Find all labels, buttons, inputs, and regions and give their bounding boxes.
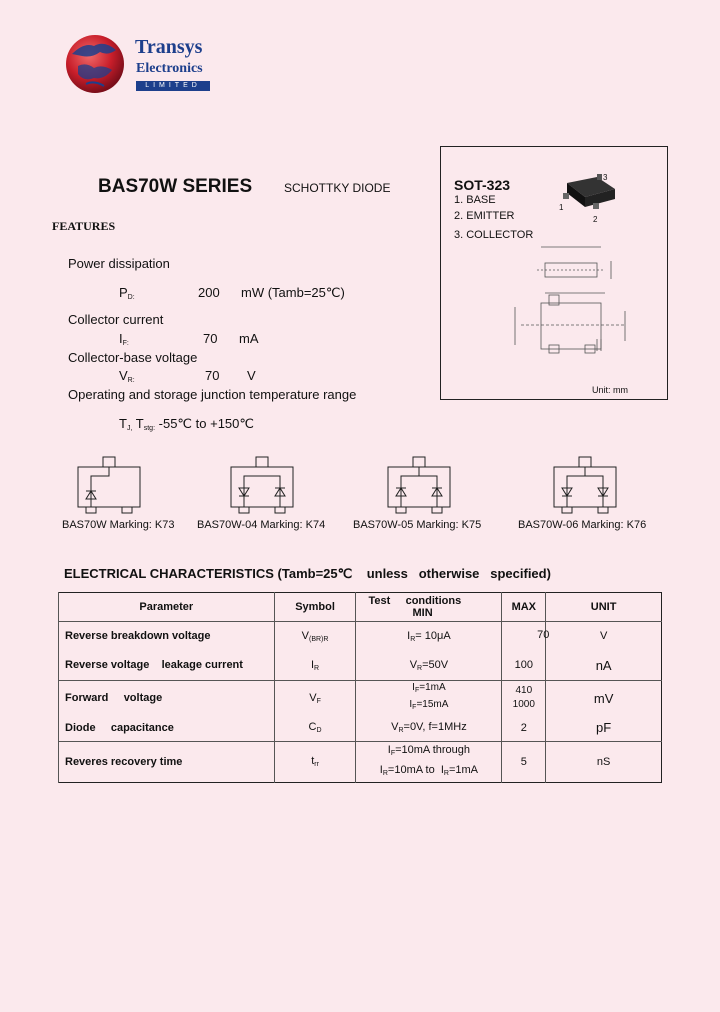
- globe-icon: [64, 32, 128, 96]
- max-forward: 410 1000: [502, 681, 546, 716]
- marking-3: BAS70W-05 Marking: K75: [353, 519, 482, 531]
- if-value: 70: [203, 331, 218, 346]
- pin-label-1: 1: [559, 203, 564, 212]
- unit-label: Unit: mm: [592, 385, 628, 395]
- pd-value: 200: [198, 285, 220, 300]
- table-row: [59, 715, 662, 741]
- vr-symbol: $V_{R:}$: [119, 368, 135, 384]
- header-parameter: Parameter: [59, 593, 275, 622]
- marking-2: BAS70W-04 Marking: K74: [197, 519, 326, 531]
- header-symbol: Symbol: [274, 593, 356, 622]
- diagram-bas70w: [78, 457, 140, 513]
- power-label: Power dissipation: [68, 256, 170, 271]
- package-name: SOT-323: [454, 177, 511, 193]
- ec-table: [58, 592, 662, 783]
- vr-value: 70: [205, 368, 220, 383]
- temp-range: $T_{J,}$ $T_{stg:}$ -55℃ to +150℃: [119, 416, 254, 432]
- unit-recovery: nS: [546, 741, 662, 782]
- marking-4: BAS70W-06 Marking: K76: [518, 519, 647, 531]
- pin-2: 2. EMITTER: [454, 210, 515, 222]
- sym-forward: $V_F$: [274, 681, 356, 716]
- min-breakdown: 70: [537, 629, 550, 641]
- cond-capacitance: $V_R=0V$, f=1MHz: [356, 715, 502, 741]
- marking-1: BAS70W Marking: K73: [62, 519, 175, 531]
- table-row: [59, 651, 662, 681]
- pin-label-2: 2: [593, 215, 598, 224]
- logo-sub: Electronics: [136, 61, 203, 76]
- logo-limited: LIMITED: [136, 81, 210, 91]
- pin-label-3: 3: [603, 173, 608, 182]
- if-unit: mA: [239, 331, 259, 346]
- sot323-package-icon: [553, 169, 623, 225]
- sym-breakdown: $V_{(BR)R}$: [274, 622, 356, 651]
- marking-diagrams: [70, 456, 690, 516]
- unit-forward: mV: [546, 681, 662, 716]
- pin-1: 1. BASE: [454, 194, 496, 206]
- param-leakage: Reverse voltage leakage current: [59, 651, 275, 681]
- cond-recovery: $I_F=10mA$ through $I_R=10mA$ to $I_R=1mA$: [356, 741, 502, 782]
- if-symbol: $I_{F:}$: [119, 331, 129, 347]
- cond-leakage: $V_R=50V$: [356, 651, 502, 681]
- header-max: MAX: [502, 593, 546, 622]
- diagram-bas70w-06: [554, 457, 616, 513]
- collector-base-label: Collector-base voltage: [68, 350, 198, 365]
- pin-3: 3. COLLECTOR: [454, 229, 534, 241]
- max-recovery: 5: [502, 741, 546, 782]
- page-subtitle: SCHOTTKY DIODE: [284, 181, 391, 195]
- max-leakage: 100: [502, 651, 546, 681]
- collector-current-label: Collector current: [68, 312, 164, 327]
- cond-forward: $I_F=1mA$ $I_F=15mA$: [356, 681, 502, 716]
- unit-capacitance: pF: [546, 715, 662, 741]
- table-row: [59, 681, 662, 716]
- package-box: [440, 146, 668, 400]
- temp-label: Operating and storage junction temperature range: [68, 387, 357, 402]
- cond-breakdown: $I_R= 10\mu A$ 70: [356, 622, 502, 651]
- sym-capacitance: $C_D$: [274, 715, 356, 741]
- param-capacitance: Diode capacitance: [59, 715, 275, 741]
- param-recovery: Reveres recovery time: [59, 741, 275, 782]
- ec-heading: ELECTRICAL CHARACTERISTICS (Tamb=25℃ unless otherwise specified): [64, 566, 551, 581]
- package-dimension-drawing: [501, 241, 651, 381]
- pd-unit: mW (Tamb=25℃): [241, 285, 345, 300]
- vr-unit: V: [247, 368, 256, 383]
- unit-breakdown: V: [546, 622, 662, 651]
- diagram-bas70w-04: [231, 457, 293, 513]
- sym-leakage: $I_R$: [274, 651, 356, 681]
- max-capacitance: 2: [502, 715, 546, 741]
- page-title: BAS70W SERIES: [98, 176, 253, 197]
- logo-name: Transys: [135, 36, 203, 58]
- header-unit: UNIT: [546, 593, 662, 622]
- diagram-bas70w-05: [388, 457, 450, 513]
- table-row: [59, 622, 662, 651]
- header-test-conditions: Test conditionsMIN: [356, 593, 502, 622]
- table-header-row: [59, 593, 662, 622]
- features-heading: FEATURES: [52, 219, 116, 233]
- table-row: [59, 741, 662, 782]
- pd-symbol: $P_{D:}$: [119, 285, 135, 301]
- sym-recovery: $t_{rr}$: [274, 741, 356, 782]
- param-breakdown: Reverse breakdown voltage: [59, 622, 275, 651]
- param-forward: Forward voltage: [59, 681, 275, 716]
- unit-leakage: nA: [546, 651, 662, 681]
